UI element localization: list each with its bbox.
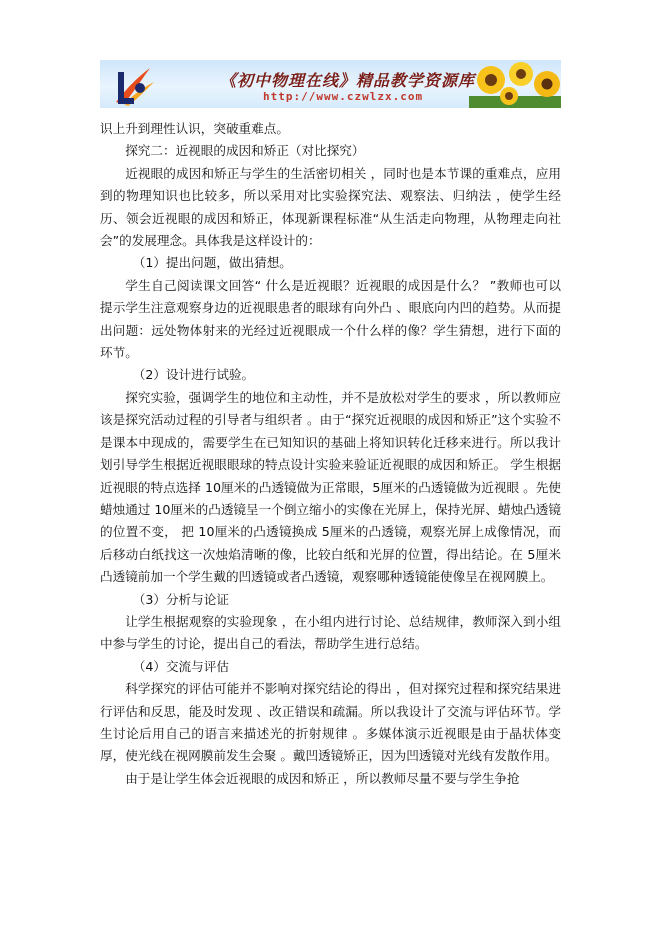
banner-title: 《初中物理在线》精品教学资源库	[220, 71, 476, 90]
banner-url: http://www.czwlzx.com	[263, 90, 424, 103]
step-heading: （2）设计进行试验。	[132, 367, 255, 383]
sunflower-icon	[469, 60, 561, 108]
paragraph: 近视眼的成因和矫正与学生的生活密切相关 ，同时也是本节课的重难点，应用到的物理知识也比较多，所以采用对比实验探究法、观察法、归纳法 ，使学生经历、领会近视眼的成因和矫正，体现新课程标准“从生活走向物理，从物理走向社会”的发展理念。具体我是这样设计的：	[100, 165, 561, 249]
document-body	[100, 118, 561, 790]
paragraph: 由于是让学生体会近视眼的成因和矫正 ，所以教师尽量不要与学生争抢	[125, 770, 520, 786]
paragraph: 科学探究的评估可能并不影响对探究结论的得出 ，但对探究过程和探究结果进行评估和反思，能及时发现 、改正错误和疏漏。所以我设计了交流与评估环节。学生讨论后用自己的语言来描述光的折射规律 。多媒体演示近视眼是由于晶状体变厚，使光线在视网膜前发生会聚 。戴凹透镜矫正，因为凹透镜对光线有发散作用。	[100, 681, 561, 764]
section-heading: 探究二：近视眼的成因和矫正（对比探究）	[125, 143, 365, 159]
step-heading: （4）交流与评估	[132, 658, 229, 674]
paragraph: 探究实验，强调学生的地位和主动性，并不是放松对学生的要求 ，所以教师应该是探究活动过程的引导者与组织者 。由于“探究近视眼的成因和矫正”这个实验不是课本中现成的，需要学生在已知知识的基础上将知识转化迁移来进行。所以我计划引导学生根据近视眼眼球的特点设计实验来验证近视眼的成因和矫正。 学生根据近视眼的特点选择 10厘米的凸透镜做为正常眼，5厘米的凸透镜做为近视眼 。先使蜡烛通过 10厘米的凸透镜呈一个倒立缩小的实像在光屏上，保持光屏、蜡烛凸透镜的位置不变， 把 10厘米的凸透镜换成 5厘米的凸透镜，观察光屏上成像情况，而后移动白纸找这一次烛焰清晰的像，比较白纸和光屏的位置，得出结论。在 5厘米凸透镜前加一个学生戴的凹透镜或者凸透镜，观察哪种透镜能使像呈在视网膜上。	[100, 389, 561, 585]
step-heading: （1）提出问题，做出猜想。	[132, 255, 292, 271]
paragraph: 让学生根据观察的实验现象 ，在小组内进行讨论、总结规律，教师深入到小组中参与学生的讨论，提出自己的看法，帮助学生进行总结。	[100, 613, 561, 652]
logo-icon	[110, 62, 156, 106]
step-heading: （3）分析与论证	[132, 591, 229, 607]
header-banner	[100, 60, 561, 108]
paragraph: 识上升到理性认识，突破重难点。	[100, 121, 289, 136]
paragraph: 学生自己阅读课文回答“ 什么是近视眼？近视眼的成因是什么？ ”教师也可以提示学生注意观察身边的近视眼患者的眼球有向外凸 、眼底向内凹的趋势。从而提出问题：远处物体射来的光经过近视眼成一个什么样的像？学生猜想，进行下面的环节。	[100, 277, 561, 361]
